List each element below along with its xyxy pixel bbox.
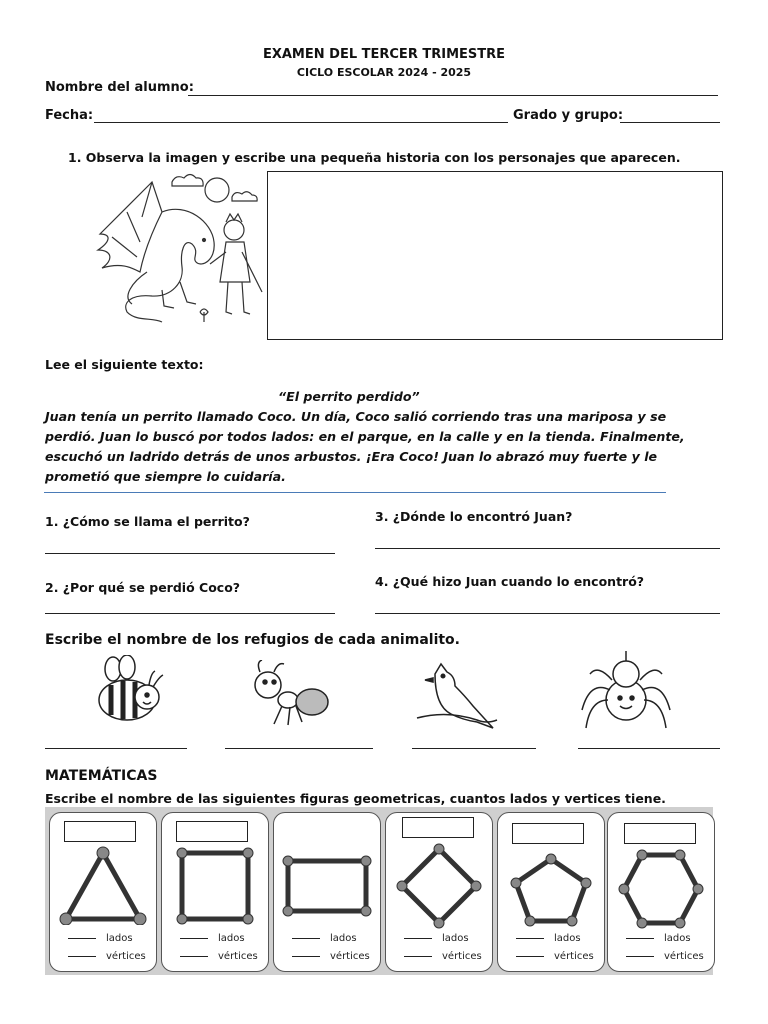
sides-label: lados [106, 933, 133, 944]
story-line: Juan tenía un perrito llamado Coco. Un día, Coco salió corriendo tras una mariposa y se [45, 409, 667, 424]
shape-card-rectangle [273, 812, 381, 972]
sides-label: lados [664, 933, 691, 944]
shape-card-pentagon [497, 812, 605, 972]
answer-3-line[interactable] [375, 548, 720, 549]
shape-name-box[interactable] [624, 823, 696, 844]
rectangle-shape [280, 849, 374, 921]
answer-2-line[interactable] [45, 613, 335, 614]
shape-card-triangle [49, 812, 157, 972]
question-2: 2. ¿Por qué se perdió Coco? [45, 580, 241, 595]
grade-label: Grado y grupo: [513, 108, 624, 123]
vertices-label: vértices [442, 951, 482, 962]
shape-name-box[interactable] [402, 817, 474, 838]
vertices-label: vértices [218, 951, 258, 962]
exam-title: EXAMEN DEL TERCER TRIMESTRE [262, 47, 506, 62]
shape-name-box[interactable] [176, 821, 248, 842]
sides-label: lados [554, 933, 581, 944]
square-shape [172, 845, 258, 925]
student-name-label: Nombre del alumno: [45, 80, 194, 95]
story-writing-box[interactable] [267, 171, 723, 340]
story-line: prometió que siempre lo cuidaría. [45, 469, 286, 484]
math-heading: MATEMÁTICAS [45, 768, 158, 784]
ant-icon [250, 660, 330, 730]
math-instruction: Escribe el nombre de las siguientes figuras geometricas, cuantos lados y vertices tiene. [45, 791, 666, 806]
pentagon-shape [506, 851, 596, 927]
sides-label: lados [330, 933, 357, 944]
question-3: 3. ¿Dónde lo encontró Juan? [375, 509, 573, 524]
bee-icon [95, 655, 165, 725]
shape-card-rhombus [385, 812, 493, 972]
refuge-bee-line[interactable] [45, 748, 187, 749]
story-line: perdió. Juan lo buscó por todos lados: en el parque, en la calle y en la tienda. Finalmente, [45, 429, 685, 444]
school-cycle: CICLO ESCOLAR 2024 - 2025 [296, 66, 472, 79]
bird-icon [415, 660, 500, 730]
story-text [45, 407, 685, 487]
date-label: Fecha: [45, 108, 94, 123]
shape-card-square [161, 812, 269, 972]
question-4: 4. ¿Qué hizo Juan cuando lo encontró? [375, 574, 645, 589]
refuge-bird-line[interactable] [412, 748, 536, 749]
sides-label: lados [218, 933, 245, 944]
instruction-story: 1. Observa la imagen y escribe una pequeña historia con los personajes que aparecen. [68, 150, 681, 165]
vertices-label: vértices [330, 951, 370, 962]
dragon-knight-illustration [92, 172, 266, 337]
reading-intro: Lee el siguiente texto: [45, 357, 204, 372]
shape-name-box[interactable] [64, 821, 136, 842]
shape-card-hexagon [607, 812, 715, 972]
spider-icon [580, 650, 675, 735]
hexagon-shape [616, 849, 706, 929]
sides-label: lados [442, 933, 469, 944]
grade-line[interactable] [620, 122, 720, 123]
vertices-label: vértices [664, 951, 704, 962]
animals-instruction: Escribe el nombre de los refugios de cada animalito. [45, 632, 460, 648]
refuge-spider-line[interactable] [578, 748, 720, 749]
shape-name-box[interactable] [512, 823, 584, 844]
triangle-shape [58, 845, 148, 925]
vertices-label: vértices [106, 951, 146, 962]
answer-4-line[interactable] [375, 613, 720, 614]
question-1: 1. ¿Cómo se llama el perrito? [45, 514, 250, 529]
student-name-line[interactable] [188, 95, 718, 96]
vertices-label: vértices [554, 951, 594, 962]
answer-1-line[interactable] [45, 553, 335, 554]
date-line[interactable] [94, 122, 508, 123]
rhombus-shape [394, 843, 484, 929]
story-line: escuchó un ladrido detrás de unos arbustos. ¡Era Coco! Juan lo abrazó muy fuerte y le [45, 449, 658, 464]
refuge-ant-line[interactable] [225, 748, 373, 749]
story-title: “El perrito perdido” [278, 389, 420, 404]
divider [44, 492, 666, 493]
